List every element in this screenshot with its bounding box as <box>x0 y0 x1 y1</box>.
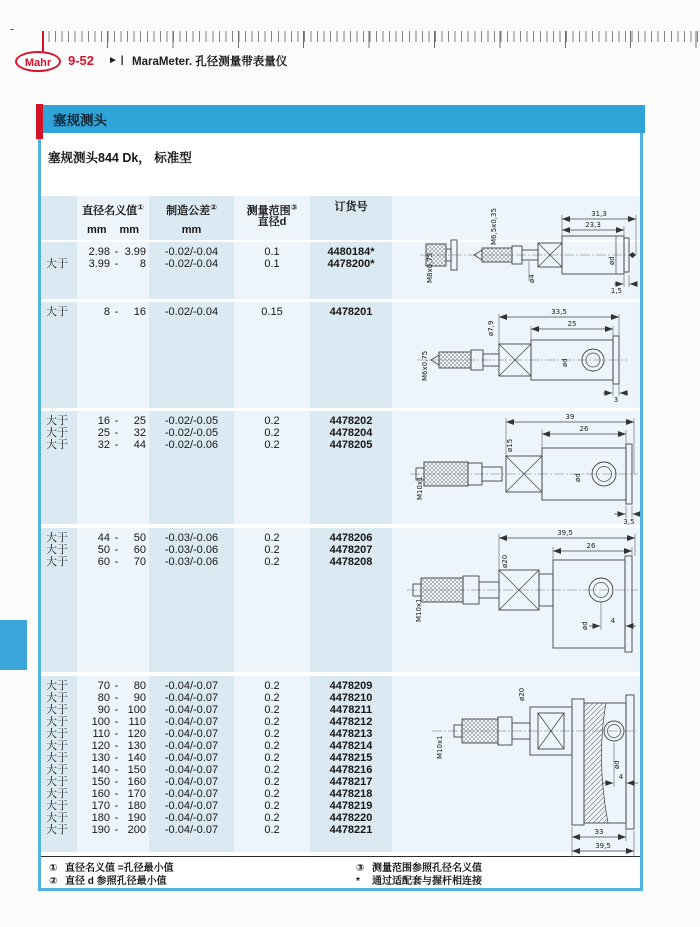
range-from: 8 <box>103 306 110 318</box>
row-diameter-range <box>77 764 149 776</box>
row-greater-than-label <box>41 246 77 258</box>
row-diameter-range <box>77 704 149 716</box>
range-to: 150 <box>127 764 146 776</box>
footnote <box>356 875 640 888</box>
range-dash: - <box>114 740 119 752</box>
header-order-number <box>310 196 392 240</box>
range-dash: - <box>114 752 119 764</box>
footnote-mark: ② <box>49 876 58 887</box>
row-order-number: 4478219 <box>329 800 373 812</box>
range-from: 150 <box>91 776 110 788</box>
range-from: 70 <box>97 680 110 692</box>
row-diameter-range <box>77 752 149 764</box>
dim-label-right: 1,5 <box>610 287 622 295</box>
row-diameter-range <box>77 439 149 451</box>
range-from: 190 <box>91 824 110 836</box>
header-diameter-sup: ① <box>137 203 144 212</box>
ruler-zero-tick <box>42 31 44 52</box>
range-dash: - <box>114 800 119 812</box>
range-from: 80 <box>97 692 110 704</box>
section-title-bar <box>43 105 645 133</box>
row-measuring-range: 0.2 <box>264 427 280 439</box>
diameter-label: ø7,9 <box>487 320 495 336</box>
range-from: 180 <box>91 812 110 824</box>
row-manufacturing-tolerance: -0.03/-0.06 <box>164 544 219 556</box>
footnote-text: 直径名义值 =孔径最小值 <box>65 863 174 874</box>
footnote-mark: * <box>356 876 360 887</box>
row-diameter-range <box>77 740 149 752</box>
row-order-number: 4478212 <box>329 716 373 728</box>
range-from: 16 <box>97 415 110 427</box>
footnotes-right <box>356 862 640 888</box>
row-measuring-range: 0.2 <box>264 544 280 556</box>
knurl-sleeve <box>421 578 463 602</box>
footnote-text: 测量范围参照孔径名义值 <box>372 863 482 874</box>
header-tolerance-sup: ② <box>210 203 217 212</box>
row-measuring-range: 0.15 <box>261 306 283 318</box>
knurl-sleeve <box>439 352 471 368</box>
range-from: 50 <box>97 544 110 556</box>
dim-label-right: 4 <box>610 617 616 625</box>
range-dash: - <box>114 716 119 728</box>
dim-label-total: 31,3 <box>591 210 607 218</box>
row-diameter-range <box>77 258 149 270</box>
row-greater-than-label: 大于 <box>46 812 68 824</box>
range-from: 90 <box>97 704 110 716</box>
row-measuring-range: 0.2 <box>264 439 280 451</box>
range-dash: - <box>114 544 119 556</box>
range-dash: - <box>114 680 119 692</box>
row-order-number: 4478213 <box>329 728 373 740</box>
range-dash: - <box>114 812 119 824</box>
range-to: 180 <box>127 800 146 812</box>
ruler-ticks-long <box>107 31 699 48</box>
row-order-number: 4478220 <box>329 812 373 824</box>
row-diameter-range <box>77 728 149 740</box>
diameter-label: ød <box>581 621 589 630</box>
mahr-logo: Mahr <box>15 51 61 72</box>
row-measuring-range: 0.2 <box>264 740 280 752</box>
drawing-probe-size3 <box>408 412 640 527</box>
header-tolerance-label: 制造公差 <box>166 205 211 217</box>
header-tolerance <box>149 196 234 240</box>
header-diameter <box>77 196 149 240</box>
row-order-number: 4478215 <box>329 752 373 764</box>
row-greater-than-label: 大于 <box>46 427 68 439</box>
row-measuring-range: 0.2 <box>264 752 280 764</box>
row-manufacturing-tolerance: -0.04/-0.07 <box>164 704 219 716</box>
range-to: 16 <box>133 306 146 318</box>
row-order-number: 4478206 <box>329 532 373 544</box>
diameter-label: ø20 <box>518 687 526 701</box>
range-from: 3.99 <box>88 258 110 270</box>
row-diameter-range <box>77 788 149 800</box>
unit-mm: mm <box>86 224 107 236</box>
dim-label-body: 26 <box>586 542 596 550</box>
row-measuring-range: 0.2 <box>264 728 280 740</box>
row-greater-than-label: 大于 <box>46 800 68 812</box>
dim-label-total: 39,5 <box>595 842 611 850</box>
range-dash: - <box>114 776 119 788</box>
page-number: 9-52 <box>68 53 95 68</box>
row-manufacturing-tolerance: -0.04/-0.07 <box>164 692 219 704</box>
row-greater-than-label: 大于 <box>46 740 68 752</box>
row-greater-than-label: 大于 <box>46 415 68 427</box>
row-greater-than-label: 大于 <box>46 556 68 568</box>
row-greater-than-label: 大于 <box>46 764 68 776</box>
row-diameter-range <box>77 544 149 556</box>
row-manufacturing-tolerance: -0.04/-0.07 <box>164 800 219 812</box>
row-manufacturing-tolerance: -0.02/-0.06 <box>164 439 219 451</box>
range-dash: - <box>114 427 119 439</box>
range-to: 160 <box>127 776 146 788</box>
footnotes-left <box>41 862 356 888</box>
dim-label-total: 33,5 <box>551 308 567 316</box>
row-order-number: 4478200* <box>327 258 375 270</box>
range-dash: - <box>114 728 119 740</box>
range-from: 60 <box>97 556 110 568</box>
row-measuring-range: 0.2 <box>264 788 280 800</box>
range-from: 160 <box>91 788 110 800</box>
row-measuring-range: 0.2 <box>264 692 280 704</box>
diameter-label: ød <box>574 473 582 482</box>
header-measuring-range-label: 测量范围 <box>246 205 291 217</box>
range-dash: - <box>114 258 119 270</box>
row-greater-than-label: 大于 <box>46 532 68 544</box>
header-measuring-range <box>234 196 310 240</box>
row-greater-than-label: 大于 <box>46 680 68 692</box>
row-manufacturing-tolerance: -0.04/-0.07 <box>164 824 219 836</box>
row-order-number: 4478209 <box>329 680 373 692</box>
row-order-number: 4478204 <box>329 427 373 439</box>
range-from: 25 <box>97 427 110 439</box>
row-diameter-range <box>77 776 149 788</box>
row-manufacturing-tolerance: -0.02/-0.04 <box>164 306 219 318</box>
range-to: 32 <box>133 427 146 439</box>
row-measuring-range: 0.2 <box>264 776 280 788</box>
thread-label: M6x0,75 <box>421 350 429 381</box>
row-greater-than-label: 大于 <box>46 788 68 800</box>
arrow-icon: ► <box>108 55 118 66</box>
row-diameter-range <box>77 427 149 439</box>
row-measuring-range: 0.2 <box>264 680 280 692</box>
range-to: 70 <box>133 556 146 568</box>
header-diameter-label: 直径名义值 <box>82 205 138 217</box>
row-measuring-range: 0.2 <box>264 556 280 568</box>
row-greater-than-label: 大于 <box>46 776 68 788</box>
unit-mm: mm <box>181 224 202 236</box>
row-order-number: 4478216 <box>329 764 373 776</box>
dim-label-body: 26 <box>579 425 589 433</box>
section-hatch <box>584 703 608 823</box>
row-diameter-range <box>77 824 149 836</box>
row-measuring-range: 0.2 <box>264 704 280 716</box>
row-greater-than-label: 大于 <box>46 704 68 716</box>
diameter-label: ø4 <box>528 274 536 283</box>
row-order-number: 4478211 <box>329 704 373 716</box>
range-dash: - <box>114 532 119 544</box>
range-to: 100 <box>127 704 146 716</box>
range-dash: - <box>114 306 119 318</box>
range-to: 170 <box>127 788 146 800</box>
range-to: 200 <box>127 824 146 836</box>
row-measuring-range: 0.1 <box>264 246 280 258</box>
row-greater-than-label: 大于 <box>46 752 68 764</box>
dim-label-total: 39,5 <box>557 530 573 537</box>
footnotes <box>41 857 640 888</box>
dim-label-total: 39 <box>565 413 575 421</box>
row-diameter-range <box>77 692 149 704</box>
row-order-number: 4480184* <box>327 246 375 258</box>
range-from: 140 <box>91 764 110 776</box>
range-dash: - <box>114 692 119 704</box>
row-manufacturing-tolerance: -0.04/-0.07 <box>164 752 219 764</box>
range-to: 110 <box>128 716 146 728</box>
row-measuring-range: 0.2 <box>264 800 280 812</box>
dim-label-depth: 4 <box>618 773 624 781</box>
footnote-mark: ① <box>49 863 58 874</box>
row-measuring-range: 0.2 <box>264 824 280 836</box>
diameter-label: ød <box>613 760 621 769</box>
range-to: 140 <box>127 752 146 764</box>
row-manufacturing-tolerance: -0.04/-0.07 <box>164 788 219 800</box>
row-diameter-range <box>77 306 149 318</box>
product-subtitle: 塞规测头844 Dk， 标准型 <box>48 151 192 165</box>
diameter-label: ø15 <box>506 438 514 452</box>
range-to: 130 <box>127 740 146 752</box>
row-order-number: 4478208 <box>329 556 373 568</box>
row-greater-than-label: 大于 <box>46 716 68 728</box>
row-manufacturing-tolerance: -0.04/-0.07 <box>164 728 219 740</box>
knurl-sleeve <box>424 462 468 486</box>
range-from: 2.98 <box>88 246 110 258</box>
range-to: 190 <box>127 812 146 824</box>
row-manufacturing-tolerance: -0.02/-0.04 <box>164 258 219 270</box>
crop-mark: - <box>10 21 15 36</box>
row-order-number: 4478214 <box>329 740 373 752</box>
thread-label: M10x1 <box>415 598 423 622</box>
row-order-number: 4478210 <box>329 692 373 704</box>
header-spacer <box>41 196 77 240</box>
row-manufacturing-tolerance: -0.02/-0.05 <box>164 415 219 427</box>
row-diameter-range <box>77 246 149 258</box>
range-to: 50 <box>133 532 146 544</box>
row-order-number: 4478207 <box>329 544 373 556</box>
header-diameter-d-label: 直径d <box>257 216 287 228</box>
thread-label: M6,5x0,35 <box>490 208 498 245</box>
row-greater-than-label: 大于 <box>46 258 68 270</box>
range-to: 120 <box>127 728 146 740</box>
row-diameter-range <box>77 812 149 824</box>
drawing-probe-size5-section <box>430 671 640 861</box>
footnote-mark: ③ <box>356 863 365 874</box>
range-to: 25 <box>133 415 146 427</box>
range-from: 120 <box>91 740 110 752</box>
range-from: 110 <box>92 728 110 740</box>
range-from: 44 <box>97 532 110 544</box>
row-greater-than-label: 大于 <box>46 306 68 318</box>
row-manufacturing-tolerance: -0.04/-0.07 <box>164 716 219 728</box>
row-measuring-range: 0.2 <box>264 812 280 824</box>
range-dash: - <box>114 788 119 800</box>
row-diameter-range <box>77 800 149 812</box>
thread-label: M10x1 <box>436 735 444 759</box>
range-from: 170 <box>91 800 110 812</box>
row-manufacturing-tolerance: -0.04/-0.07 <box>164 740 219 752</box>
row-measuring-range: 0.2 <box>264 415 280 427</box>
row-greater-than-label: 大于 <box>46 692 68 704</box>
row-order-number: 4478202 <box>329 415 373 427</box>
range-dash: - <box>114 415 119 427</box>
dim-label-body: 23,3 <box>585 221 601 229</box>
section-red-accent <box>36 104 43 139</box>
drawing-probe-size4 <box>405 530 640 662</box>
range-to: 90 <box>133 692 146 704</box>
range-dash: - <box>114 246 119 258</box>
thread-label: M10x1 <box>416 476 424 500</box>
row-manufacturing-tolerance: -0.04/-0.07 <box>164 776 219 788</box>
diameter-label: ød <box>561 358 569 367</box>
row-order-number: 4478221 <box>329 824 373 836</box>
range-from: 32 <box>97 439 110 451</box>
footnote <box>356 862 640 875</box>
knurl-sleeve <box>462 719 498 743</box>
dim-label-right: 3,5 <box>623 518 635 526</box>
footnote <box>49 862 356 875</box>
footnote-text: 通过适配套与握杆相连接 <box>372 876 482 887</box>
range-to: 60 <box>133 544 146 556</box>
row-measuring-range: 0.2 <box>264 532 280 544</box>
gauge-body <box>553 560 625 648</box>
row-manufacturing-tolerance: -0.03/-0.06 <box>164 556 219 568</box>
dim-label-body: 25 <box>567 320 577 328</box>
row-manufacturing-tolerance: -0.04/-0.07 <box>164 812 219 824</box>
row-order-number: 4478217 <box>329 776 373 788</box>
product-table-panel <box>38 133 643 891</box>
row-greater-than-label: 大于 <box>46 544 68 556</box>
row-diameter-range <box>77 556 149 568</box>
row-greater-than-label: 大于 <box>46 728 68 740</box>
row-manufacturing-tolerance: -0.02/-0.05 <box>164 427 219 439</box>
header-order-number-label: 订货号 <box>334 201 368 213</box>
row-measuring-range: 0.2 <box>264 716 280 728</box>
range-dash: - <box>114 556 119 568</box>
diameter-label: ø20 <box>501 554 509 568</box>
diameter-label: ød <box>608 256 616 265</box>
dim-label-inner: 33 <box>594 828 604 836</box>
row-diameter-range <box>77 532 149 544</box>
range-to: 3.99 <box>124 246 146 258</box>
page-edge-tab <box>0 620 27 670</box>
row-greater-than-label: 大于 <box>46 824 68 836</box>
row-order-number: 4478201 <box>329 306 373 318</box>
range-dash: - <box>114 764 119 776</box>
drawing-probe-size1 <box>418 203 638 295</box>
section-title: 塞规测头 <box>53 113 107 128</box>
dim-label-right: 3 <box>613 396 619 404</box>
footnote-text: 直径 d 参照孔径最小值 <box>65 876 167 887</box>
row-diameter-range <box>77 680 149 692</box>
range-to: 80 <box>133 680 146 692</box>
range-dash: - <box>114 439 119 451</box>
row-manufacturing-tolerance: -0.04/-0.07 <box>164 764 219 776</box>
range-from: 100 <box>91 716 110 728</box>
range-dash: - <box>114 824 119 836</box>
row-manufacturing-tolerance: -0.04/-0.07 <box>164 680 219 692</box>
drawing-probe-size2 <box>415 305 630 405</box>
row-order-number: 4478218 <box>329 788 373 800</box>
row-measuring-range: 0.1 <box>264 258 280 270</box>
range-from: 130 <box>91 752 110 764</box>
footnote <box>49 875 356 888</box>
row-diameter-range <box>77 415 149 427</box>
chapter-title: MaraMeter. 孔径测量带表量仪 <box>132 56 288 68</box>
range-to: 8 <box>139 258 146 270</box>
knurl-sleeve <box>482 248 512 262</box>
row-manufacturing-tolerance: -0.02/-0.04 <box>164 246 219 258</box>
bar-separator: | <box>120 55 124 66</box>
header-measuring-range-sup: ③ <box>290 203 298 212</box>
thread-label: M8x0,75 <box>426 252 434 283</box>
arrow-separator-icon <box>108 55 124 66</box>
row-diameter-range <box>77 716 149 728</box>
row-order-number: 4478205 <box>329 439 373 451</box>
range-to: 44 <box>133 439 146 451</box>
range-dash: - <box>114 704 119 716</box>
row-measuring-range: 0.2 <box>264 764 280 776</box>
unit-mm: mm <box>119 224 140 236</box>
row-manufacturing-tolerance: -0.03/-0.06 <box>164 532 219 544</box>
row-greater-than-label: 大于 <box>46 439 68 451</box>
